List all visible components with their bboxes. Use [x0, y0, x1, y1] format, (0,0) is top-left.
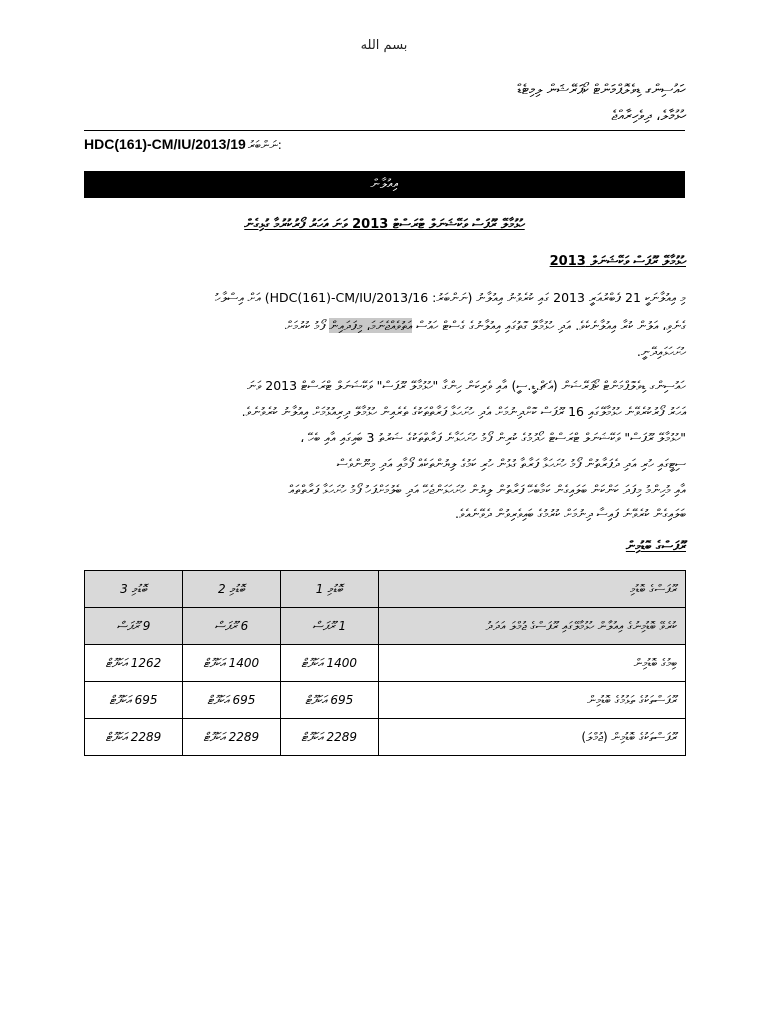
paragraph2-line: ސިޓީގައި ހުރި އަދި ދެފަރާތުން ފޯމު ހުށަހަޅާ ފަރާތާ ގުޅުން ހުރި ކަމުގެ ލިޔުންތަކެއް ފޯމާއި އަދި މިނޫންވެސް: [336, 456, 686, 471]
table-cell: ކުރެވޭ ބޮޑުމިނުގެ އިއުލާން ހުޅުމާލޭގައި ރޫފަސްގެ ޖުމްލަ އަދަދު: [378, 608, 685, 645]
sub-heading: ހުޅުމާލޭ ރޫފަސް ވަކޭޝަނަލް 2013: [549, 254, 686, 269]
table-header-cell: ބޮޑުމި 3: [85, 571, 183, 608]
table-cell: 2289 އަކަފޫޓް: [182, 719, 280, 756]
table-row: [85, 645, 686, 682]
table-row: [85, 719, 686, 756]
paragraph2-line: އާއި މުހިންމު މިފަދަ ކަންކަން ބަލައިގެން ކަމާބެހޭ ފަރާތުން ލިޔުން ހުށަހަޅަންޖެހޭ އަދި ބެލުމަށްފަހު ފޯމު ހުށަހަޅާ ފަރާތްތައް: [288, 482, 686, 497]
table-header-cell: ބޮޑުމި 2: [182, 571, 280, 608]
table-header-cell: ބޮޑުމި 1: [280, 571, 378, 608]
table-cell: ރޫފަސްތަކުގެ ތަޅުމުގެ ބޮޑުމިން: [378, 682, 685, 719]
size-table: [84, 570, 686, 756]
header-divider: [84, 130, 685, 131]
table-header-cell: ރޫފަސްގެ ބޮޑުމި: [378, 571, 685, 608]
reference-number: HDC(161)-CM/IU/2013/19: [84, 136, 246, 152]
paragraph2-line: ބަލައިގެން ކުރެވޭނެ ފައިސާ ދިނުމަށް ކުރުމުގެ ބައިވެރިވުން ދެވޭނެއެވެ.: [455, 506, 686, 521]
paragraph1-line2-start: ގެނެވި، އަލުން ކުރާ އިއުލާނެކެވެ. އަދި ހުޅުމާލޭ ގޮތުގައި އިއުލާނުގެ ގެސްޓް ހައުސް: [412, 318, 686, 333]
paragraph1-line1: މި އިއުލާނަކީ 21 ފެބްރުއަރީ 2013 ގައި ކުރެވުނު އިއުލާނު (ނަންބަރު: HDC(161)-CM/IU/2013/16) އަށް އިސްލާހު: [214, 290, 686, 305]
table-cell: 6 ރޫފަސް: [182, 608, 280, 645]
table-cell: 1262 އަކަފޫޓް: [85, 645, 183, 682]
table-row: [85, 682, 686, 719]
section-heading: ރޫފަސްގެ ބޮޑުމިން: [625, 539, 686, 554]
table-cell: 695 އަކަފޫޓް: [85, 682, 183, 719]
paragraph1-line3: ހުށަހަޅައިދޭނީ.: [636, 344, 686, 359]
table-cell: 9 ރޫފަސް: [85, 608, 183, 645]
table-cell: 695 އަކަފޫޓް: [182, 682, 280, 719]
paragraph2-line: ހައުސިންގ ޑިވެލޮޕްމަންޓް ކޯޕަރޭޝަން (އެޗް.ޑީ.ސީ) އާއި ވެރިކަން ހިންގާ "ހުޅުމާލޭ ރޫފަސް" ވަކޭޝަނަލް ޓްރަސްޓް 2013 ވަނަ: [246, 378, 686, 393]
main-heading: ހުޅުމާލޭ ރޫފަސް ވަކޭޝަނަލް ޓްރަސްޓް 2013 ވަނަ އަހަރު ފޯރުކުރުމާ ގުޅިގެން: [244, 217, 525, 232]
table-cell: ރޫފަސްތަކުގެ ބޮޑުމިން (ޖުމްލަ): [378, 719, 685, 756]
announcement-title: އިއުލާން: [370, 177, 399, 192]
paragraph2-line: "ހުޅުމާލޭ ރޫފަސް" ވަކޭޝަނަލް ޓްރަސްޓް ހޯދުމުގެ ކުރިން ފޯމު ހުށަހަޅާނެ ފަރާތްތަކުގެ ޝަރުތު 3 ބައިގައި އާއި ބެހޭ ،: [300, 430, 686, 445]
table-cell: 1400 އަކަފޫޓް: [182, 645, 280, 682]
table-row: [85, 608, 686, 645]
announcement-banner: [84, 171, 685, 198]
table-cell: 1 ރޫފަސް: [280, 608, 378, 645]
table-cell: 1400 އަކަފޫޓް: [280, 645, 378, 682]
table-cell: 2289 އަކަފޫޓް: [85, 719, 183, 756]
reference-number-row: [84, 136, 282, 153]
highlighted-text: އަތުވެއްޖެނަމަ، މިފަދައިން: [329, 318, 413, 333]
reference-label: ނަންބަރު:: [247, 138, 282, 152]
table-cell: 2289 އަކަފޫޓް: [280, 719, 378, 756]
table-header-row: [85, 571, 686, 608]
paragraph1-line2-end: ފޯމު ކުރުމަށް: [285, 318, 330, 333]
table-cell: 695 އަކަފޫޓް: [280, 682, 378, 719]
paragraph1-line2: [85, 318, 686, 334]
bismillah-calligraphy: بسم الله: [360, 38, 408, 53]
paragraph2-line: އަހަރު ފޯރުކުރެވޭނެ ހުޅުމާލޭގައި 16 ރޫފަސް ކޮށްދިނުމަށް އެދި ހުށަހަޅާ ފަރާތްތަކުގެ ތެރެއިން ހުޅުމާލޭ ދިރިއުޅުމަށް އިއުލާނު ކުރެވުނެވެ.: [241, 404, 686, 419]
organization-address: ހުޅުމާލެ، ދިވެހިރާއްޖެ: [611, 108, 686, 124]
organization-name: ހައުސިންގ ޑިވެލޮޕްމަންޓް ކޯޕަރޭޝަން ލިމިޓެޑް: [517, 82, 686, 98]
table-cell: ބިމުގެ ބޮޑުމިން: [378, 645, 685, 682]
